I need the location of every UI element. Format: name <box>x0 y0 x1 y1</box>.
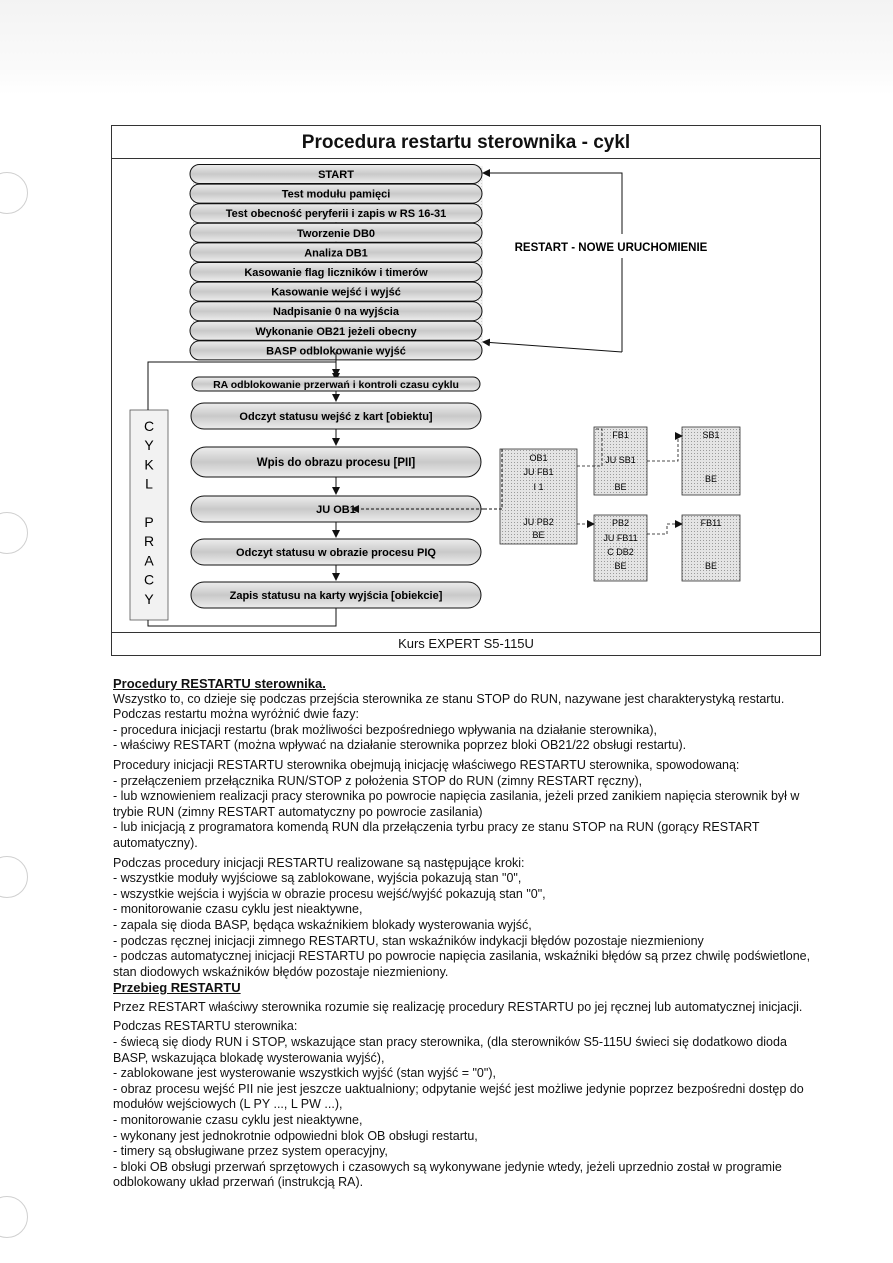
list-item: - bloki OB obsługi przerwań sprzętowych i czasowych są wykonywane jedynie wtedy, jeżeli uprzednio został w programie odblokowany układ przerwań (instrukcją RA). <box>113 1159 782 1190</box>
paragraph: Podczas RESTARTU sterownika: <box>113 1019 298 1034</box>
restart-step <box>190 282 482 301</box>
list-item: - przełączeniem przełącznika RUN/STOP z położenia STOP do RUN (zimny RESTART ręczny), <box>113 773 643 788</box>
cycle-letter: R <box>143 533 155 550</box>
cycle-step <box>191 539 481 565</box>
block-fb1-line: BE <box>614 482 627 492</box>
restart-step <box>190 243 482 262</box>
cycle-letter: C <box>143 571 155 588</box>
block-fb1-line: JU SB1 <box>605 455 636 465</box>
block-fb1-line: FB1 <box>612 430 629 440</box>
block-ob1-line: OB1 <box>529 453 548 463</box>
cycle-step-label: Odczyt statusu wejść z kart [obiektu] <box>239 411 433 423</box>
punch-hole <box>0 512 28 554</box>
cycle-step-label: Zapis statusu na karty wyjścia [obiekcie] <box>229 590 443 602</box>
cycle-letter: Y <box>144 590 154 607</box>
restart-step <box>190 321 482 340</box>
restart-step <box>190 165 482 184</box>
cycle-loop-bottom <box>148 606 336 626</box>
restart-step <box>190 184 482 203</box>
list-item: - wszystkie moduły wyjściowe są zablokowane, wyjścia pokazują stan "0", <box>113 871 522 886</box>
paragraph: Wszystko to, co dzieje się podczas przejścia sterownika ze stanu STOP do RUN, nazywane jest charakterystyką restartu. Podczas restartu można wyróżnić dwie fazy: <box>113 691 785 722</box>
cycle-step <box>191 582 481 608</box>
restart-step <box>190 204 482 223</box>
paragraph: Podczas procedury inicjacji RESTARTU realizowane są następujące kroki: <box>113 855 525 870</box>
block-calls <box>500 427 740 581</box>
cycle-letter: Y <box>144 437 154 454</box>
block-ob1-line: BE <box>532 530 545 540</box>
restart-step-label: Analiza DB1 <box>304 247 368 260</box>
block-pb2-line: C DB2 <box>607 547 634 557</box>
punch-hole <box>0 1196 28 1238</box>
sb1-call-line <box>647 436 682 461</box>
list-item: - procedura inicjacji restartu (brak możliwości bezpośredniego wpływania na działanie sterownika), <box>113 722 658 737</box>
block-pb2 <box>594 515 647 581</box>
body-text <box>113 676 823 1191</box>
restart-step-label: Test obecność peryferii i zapis w RS 16-31 <box>225 208 447 221</box>
fb11-call-line <box>647 524 682 534</box>
heading-procedures: Procedury RESTARTU sterownika. <box>113 676 326 691</box>
list-item: - monitorowanie czasu cyklu jest nieaktywne, <box>113 1113 363 1128</box>
heading-restart-course: Przebieg RESTARTU <box>113 980 241 996</box>
list-item: - właściwy RESTART (można wpływać na działanie sterownika poprzez bloki OB21/22 obsługi restartu). <box>113 738 687 753</box>
restart-loop-line <box>483 173 622 352</box>
block-ob1-line: I 1 <box>533 482 544 492</box>
cycle-letter: P <box>144 514 154 530</box>
figure-footer: Kurs EXPERT S5-115U <box>112 632 820 655</box>
block-pb2-line: PB2 <box>611 518 630 528</box>
block-sb1 <box>682 427 740 495</box>
restart-step <box>190 223 482 242</box>
block-ob1-line: JU PB2 <box>523 517 554 527</box>
cycle-letter: K <box>144 456 154 473</box>
list-item: - lub inicjacją z programatora komendą RUN dla przełączenia tyrbu pracy ze stanu STOP na RUN (gorący RESTART automatyczny). <box>113 820 760 850</box>
block-pb2-line: JU FB11 <box>603 533 638 543</box>
block-fb11-line: FB11 <box>700 518 722 528</box>
cycle-letter: A <box>144 552 154 569</box>
list-item: - podczas automatycznej inicjacji RESTARTU po powrocie napięcia zasilania, wskaźniki błędów są przez chwilę podświetlone, stan diodowych wskaźników błędów pozostaje niezmieniony. <box>113 949 811 979</box>
ob1-call-line <box>484 449 502 509</box>
block-fb11 <box>682 515 740 581</box>
restart-step <box>190 302 482 321</box>
list-item: - obraz procesu wejść PII nie jest jeszcze uaktualniony; odpytanie wejść jest możliwe jedynie poprzez bezpośredni dostęp do modułów wejściowych (L PY ..., L PW ...), <box>113 1081 804 1112</box>
block-ob1-line: JU FB1 <box>523 467 554 477</box>
restart-step-label: Kasowanie wejść i wyjść <box>271 286 401 299</box>
restart-cycle-figure <box>111 125 821 656</box>
block-fb11-line: BE <box>704 561 718 571</box>
restart-step-label: Tworzenie DB0 <box>296 227 376 240</box>
flow-diagram <box>112 126 820 655</box>
restart-step-label: Kasowanie flag liczników i timerów <box>244 267 428 279</box>
scan-margin <box>0 0 893 95</box>
restart-step-label: Wykonanie OB21 jeżeli obecny <box>255 325 417 338</box>
list-item: - wykonany jest jednokrotnie odpowiedni blok OB obsługi restartu, <box>113 1128 478 1143</box>
restart-label: RESTART - NOWE URUCHOMIENIE <box>514 242 708 254</box>
restart-loop-line-bottom <box>483 342 622 352</box>
restart-step-label: START <box>318 169 354 181</box>
paragraph: Procedury inicjacji RESTARTU sterownika obejmują inicjację właściwego RESTARTU sterownika, spowodowaną: <box>113 757 740 772</box>
list-item: - zablokowane jest wysterowanie wszystkich wyjść (stan wyjść = "0"), <box>113 1066 496 1081</box>
restart-step <box>190 263 482 282</box>
cycle-step <box>192 377 480 391</box>
block-sb1-line: BE <box>704 474 718 484</box>
cycle-step-label: JU OB1 <box>316 504 356 516</box>
cycle-letter: C <box>143 418 155 434</box>
punch-hole <box>0 856 28 898</box>
restart-step-label: BASP odblokowanie wyjść <box>266 345 406 358</box>
restart-step-label: Test modułu pamięci <box>281 188 391 201</box>
block-sb1-line: SB1 <box>702 430 720 440</box>
list-item: - zapala się dioda BASP, będąca wskaźnikiem blokady wysterowania wyjść, <box>113 917 532 932</box>
cycle-steps <box>191 377 481 608</box>
list-item: - wszystkie wejścia i wyjścia w obrazie procesu wejść/wyjść pokazują stan "0", <box>113 886 546 901</box>
cycle-step <box>191 447 481 477</box>
block-ob1 <box>500 449 577 544</box>
restart-step-label: Nadpisanie 0 na wyjścia <box>273 306 399 319</box>
list-item: - podczas ręcznej inicjacji zimnego RESTARTU, stan wskaźników indykacji błędów pozostaje niezmieniony <box>113 933 704 948</box>
cycle-step-label: Odczyt statusu w obrazie procesu PIQ <box>236 547 436 559</box>
list-item: - lub wznowieniem realizacji pracy sterownika po powrocie napięcia zasilania, jeżeli przed zanikiem napięcia sterownik był w trybie RUN (zimny RESTART automatyczny po powrocie zasilania) <box>113 789 800 819</box>
punch-hole <box>0 172 28 214</box>
block-pb2-line: BE <box>614 561 627 571</box>
cycle-step-label: Wpis do obrazu procesu [PII] <box>256 457 416 469</box>
figure-title: Procedura restartu sterownika - cykl <box>112 126 820 159</box>
cycle-step-label: RA odblokowanie przerwań i kontroli czasu cyklu <box>213 379 459 391</box>
restart-steps <box>190 165 482 360</box>
cycle-letter: L <box>145 475 153 492</box>
cycle-step <box>191 403 481 429</box>
paragraph: Przez RESTART właściwy sterownika rozumie się realizację procedury RESTARTU po jej ręcznej lub automatycznej inicjacji. <box>113 999 803 1014</box>
list-item: - świecą się diody RUN i STOP, wskazujące stan pracy sterownika, (dla sterowników S5-115U świeci się dodatkowo dioda BASP, wskazująca blokadę wysterowania wyjść), <box>113 1035 787 1065</box>
list-item: - timery są obsługiwane przez system operacyjny, <box>113 1144 388 1159</box>
list-item: - monitorowanie czasu cyklu jest nieaktywne, <box>113 902 363 917</box>
